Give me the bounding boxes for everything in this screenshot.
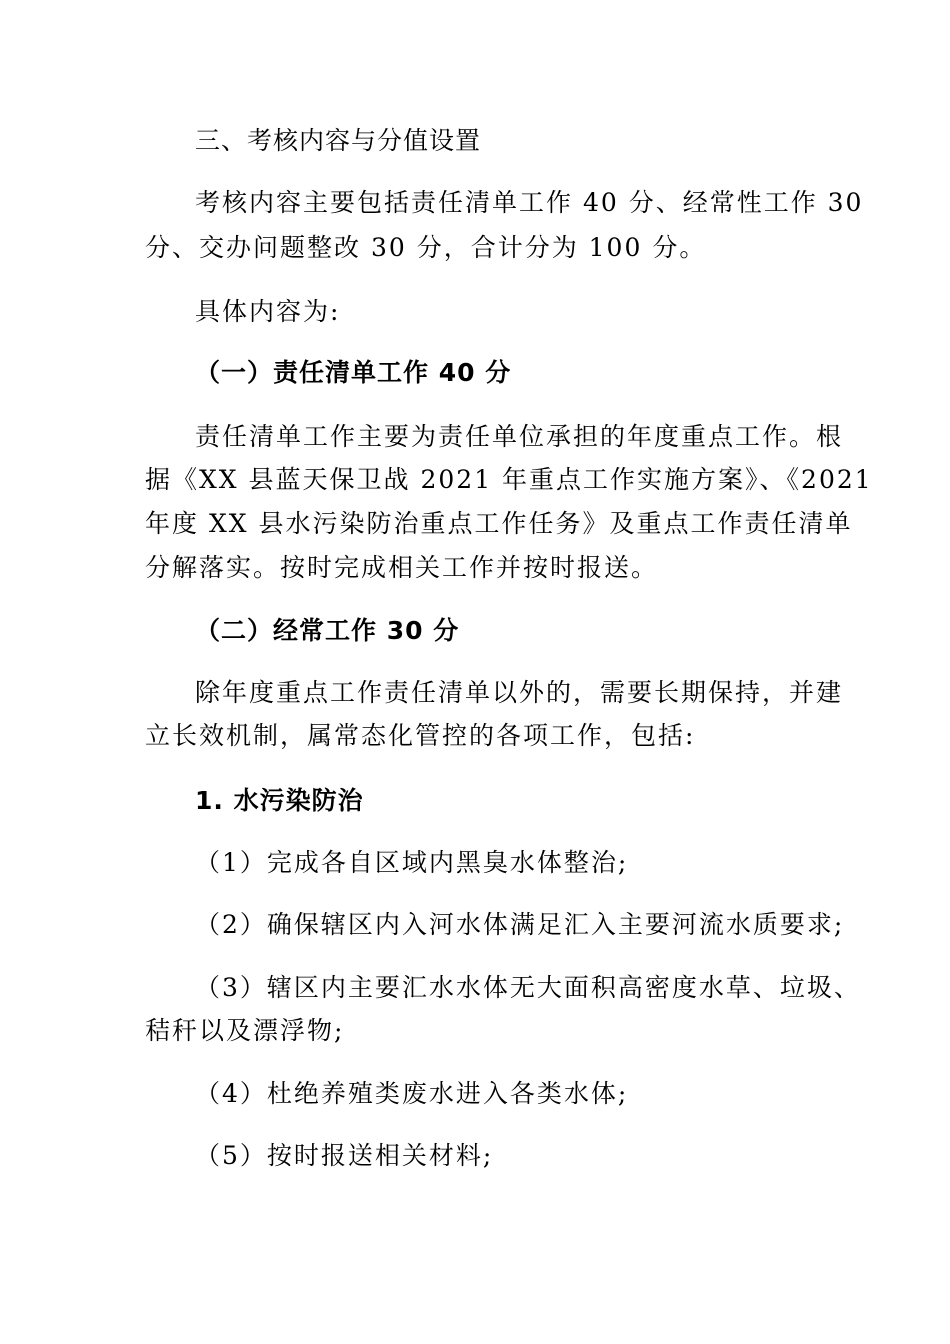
part1-paragraph-line-3: 年度 XX 县水污染防治重点工作任务》及重点工作责任清单 — [145, 509, 853, 538]
section-heading: 三、考核内容与分值设置 — [195, 126, 482, 155]
part1-heading: （一）责任清单工作 40 分 — [195, 358, 512, 387]
part2-paragraph-line-2: 立长效机制，属常态化管控的各项工作，包括: — [145, 721, 696, 750]
specific-content-label: 具体内容为: — [195, 297, 341, 326]
sub-item-1: （1）完成各自区域内黑臭水体整治; — [195, 848, 629, 877]
part1-paragraph-line-4: 分解落实。按时完成相关工作并按时报送。 — [145, 553, 659, 582]
part2-paragraph-line-1: 除年度重点工作责任清单以外的，需要长期保持，并建 — [195, 678, 844, 707]
sub-item-3-line-2: 秸秆以及漂浮物; — [145, 1016, 345, 1045]
sub-item-3-line-1: （3）辖区内主要汇水水体无大面积高密度水草、垃圾、 — [195, 973, 861, 1002]
intro-paragraph-line-2: 分、交办问题整改 30 分，合计分为 100 分。 — [145, 233, 707, 262]
sub-item-2: （2）确保辖区内入河水体满足汇入主要河流水质要求; — [195, 910, 845, 939]
intro-paragraph-line-1: 考核内容主要包括责任清单工作 40 分、经常性工作 30 — [195, 188, 864, 217]
part1-paragraph-line-1: 责任清单工作主要为责任单位承担的年度重点工作。根 — [195, 422, 844, 451]
part1-paragraph-line-2: 据《XX 县蓝天保卫战 2021 年重点工作实施方案》、《2021 — [145, 465, 873, 494]
part2-heading: （二）经常工作 30 分 — [195, 616, 460, 645]
item1-heading: 1. 水污染防治 — [195, 786, 364, 815]
sub-item-4: （4）杜绝养殖类废水进入各类水体; — [195, 1079, 629, 1108]
sub-item-5: （5）按时报送相关材料; — [195, 1141, 494, 1170]
